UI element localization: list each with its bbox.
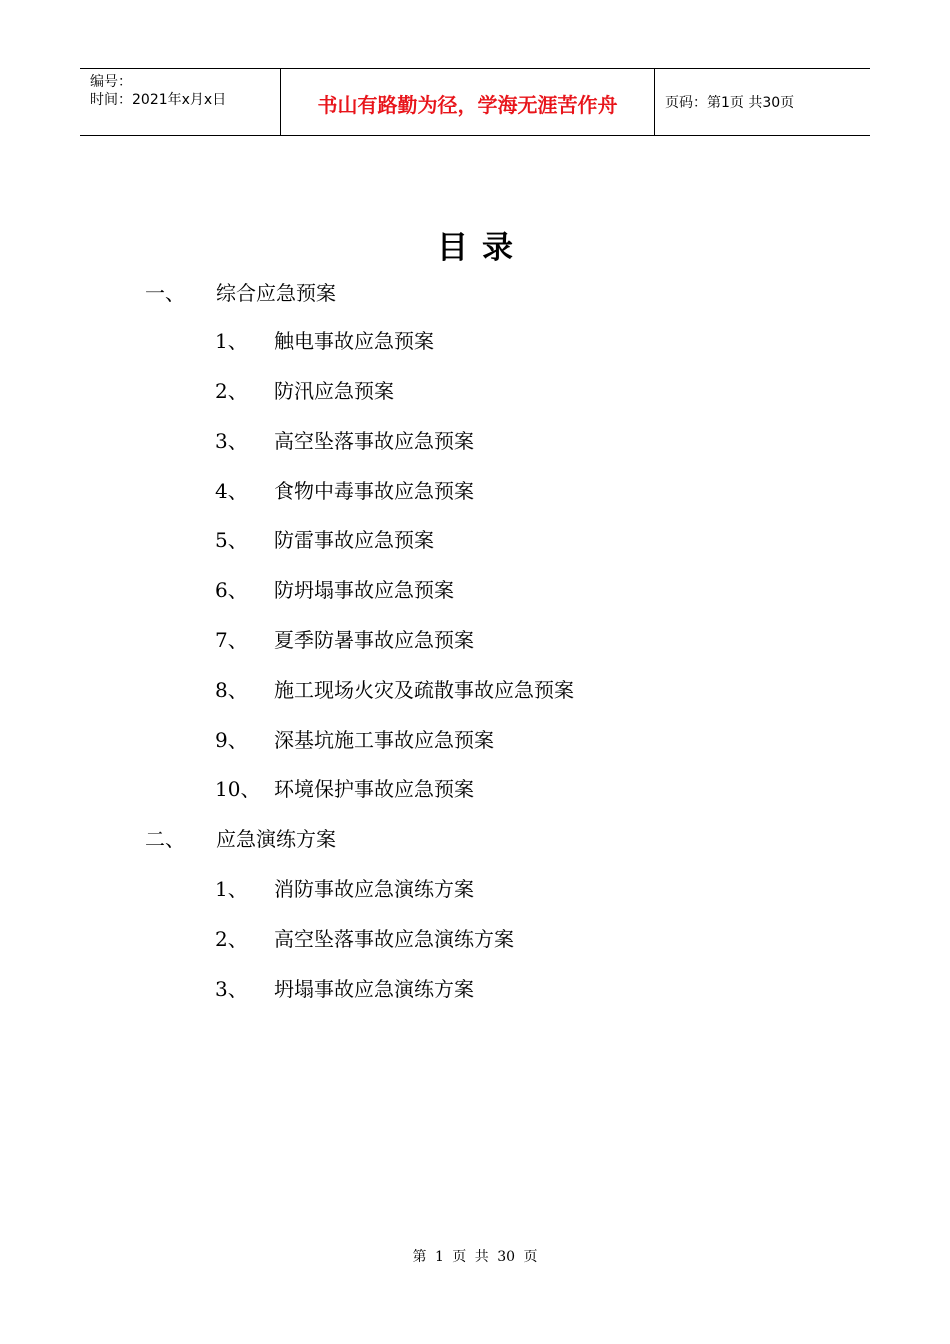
page-footer: 第 1 页 共 30 页 <box>412 1249 538 1265</box>
toc-item-label: 防雷事故应急预案 <box>274 528 434 552</box>
document-time-label: 时间：2021年x月x日 <box>90 92 227 108</box>
header-meta <box>80 69 281 135</box>
toc-item-label: 消防事故应急演练方案 <box>274 877 474 901</box>
toc-item-number: 8、 <box>215 678 248 702</box>
toc-item-number: 5、 <box>215 528 248 552</box>
toc-item-label: 防坍塌事故应急预案 <box>274 578 454 602</box>
toc-item-number: 2、 <box>215 927 248 951</box>
toc-section-label: 应急演练方案 <box>216 827 336 851</box>
toc-item-label: 夏季防暑事故应急预案 <box>274 628 474 652</box>
page-header <box>80 68 870 136</box>
document-number-label: 编号： <box>90 74 132 90</box>
toc-item-label: 触电事故应急预案 <box>274 329 434 353</box>
toc-item-label: 高空坠落事故应急预案 <box>274 429 474 453</box>
toc-item-number: 1、 <box>215 877 248 901</box>
toc-item-number: 7、 <box>215 628 248 652</box>
toc-section-number: 一、 <box>145 281 185 305</box>
toc-item-number: 2、 <box>215 379 248 403</box>
toc-section-number: 二、 <box>145 827 185 851</box>
page-title: 目录 <box>437 230 527 266</box>
toc-item-label: 深基坑施工事故应急预案 <box>274 728 494 752</box>
header-motto: 书山有路勤为径，学海无涯苦作舟 <box>281 69 655 135</box>
toc-item-number: 9、 <box>215 728 248 752</box>
toc-item-number: 10、 <box>215 777 261 801</box>
toc-item-number: 6、 <box>215 578 248 602</box>
toc-item-number: 3、 <box>215 977 248 1001</box>
toc-item-label: 环境保护事故应急预案 <box>274 777 474 801</box>
toc-item-label: 施工现场火灾及疏散事故应急预案 <box>274 678 574 702</box>
toc-item-number: 4、 <box>215 479 248 503</box>
toc-item-number: 3、 <box>215 429 248 453</box>
toc-item-label: 坍塌事故应急演练方案 <box>274 977 474 1001</box>
header-page-info: 页码：第1页 共30页 <box>665 95 795 111</box>
toc-section-label: 综合应急预案 <box>216 281 336 305</box>
toc-item-number: 1、 <box>215 329 248 353</box>
toc-item-label: 食物中毒事故应急预案 <box>274 479 474 503</box>
toc-item-label: 防汛应急预案 <box>274 379 394 403</box>
toc-item-label: 高空坠落事故应急演练方案 <box>274 927 514 951</box>
